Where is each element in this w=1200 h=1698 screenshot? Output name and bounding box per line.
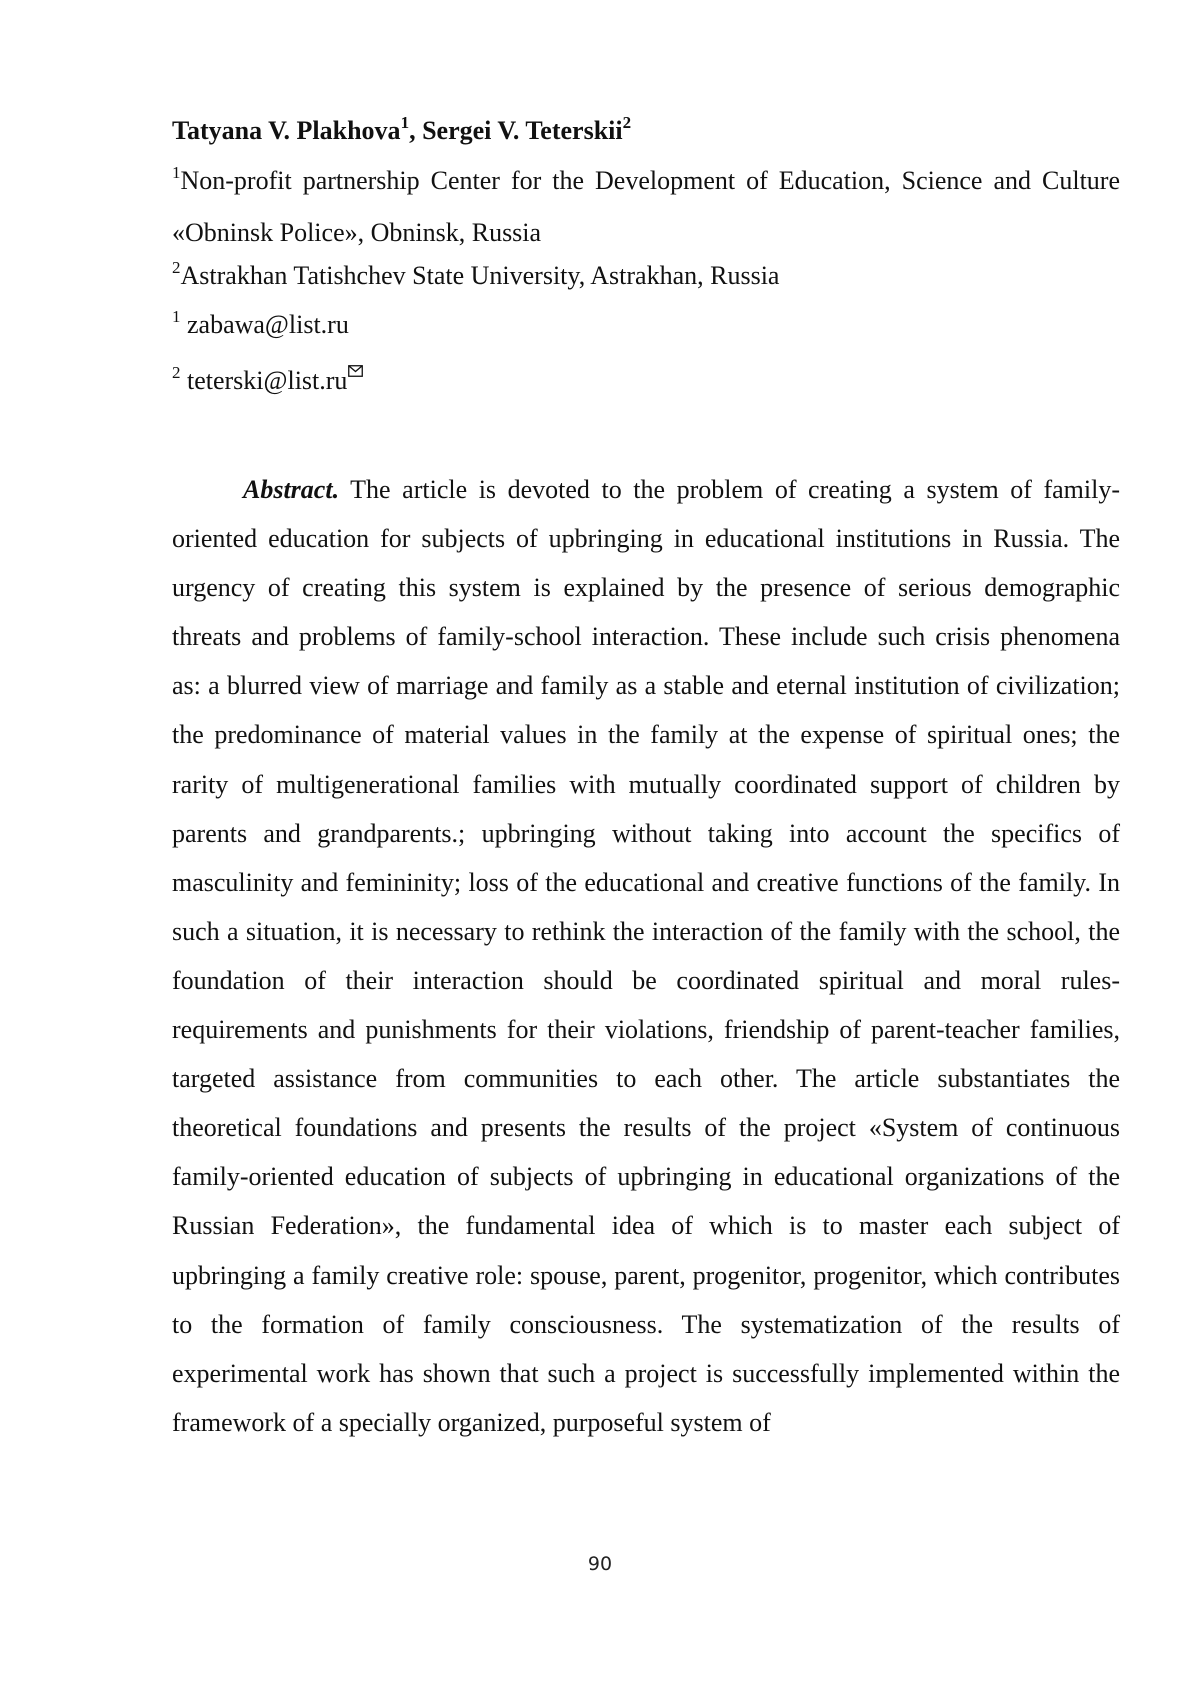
author-2-superscript: 2 (622, 113, 632, 132)
author-separator: , (409, 116, 423, 145)
envelope-icon (348, 365, 363, 377)
email-1-address[interactable]: zabawa@list.ru (180, 310, 349, 339)
affiliation-2 (172, 254, 1120, 301)
email-2 (172, 359, 1120, 406)
affiliation-2-text: Astrakhan Tatishchev State University, Astrakhan, Russia (180, 261, 780, 290)
affiliation-1-text: Non-profit partnership Center for the Development of Education, Science and Culture «Obninsk Police», Obninsk, Russia (172, 166, 1120, 247)
email-1 (172, 303, 1120, 350)
page-number: 90 (587, 1553, 613, 1575)
author-2-name: Sergei V. Teterskii (422, 116, 623, 145)
affiliation-1 (172, 156, 1120, 257)
email-2-address[interactable]: teterski@list.ru (180, 366, 348, 395)
author-1-name: Tatyana V. Plakhova (172, 116, 401, 145)
email-2-superscript: 2 (172, 363, 181, 382)
affiliation-1-superscript: 1 (172, 163, 181, 182)
affiliation-2-superscript: 2 (172, 258, 181, 277)
author-line (172, 111, 1120, 154)
abstract-paragraph (172, 465, 1120, 1447)
email-1-superscript: 1 (172, 307, 181, 326)
abstract-body: The article is devoted to the problem of creating a system of family-oriented education for subjects of upbringing in educational institutions in Russia. The urgency of creating this system is explained by the presence of serious demographic threats and problems of family-school interaction. These include such crisis phenomena as: a blurred view of marriage and family as a stable and eternal institution of civilization; the predominance of material values in the family at the expense of spiritual ones; the rarity of multigenerational families with mutually coordinated support of children by parents and grandparents.; upbringing without taking into account the specifics of masculinity and femininity; loss of the educational and creative functions of the family. In such a situation, it is necessary to rethink the interaction of the family with the school, the foundation of their interaction should be coordinated spiritual and moral rules-requirements and punishments for their violations, friendship of parent-teacher families, targeted assistance from communities to each other. The article substantiates the theoretical foundations and presents the results of the project «System of continuous family-oriented education of subjects of upbringing in educational organizations of the Russian Federation», the fundamental idea of which is to master each subject of upbringing a family creative role: spouse, parent, progenitor, progenitor, which contributes to the formation of family consciousness. The systematization of the results of experimental work has shown that such a project is successfully implemented within the framework of a specially organized, purposeful system of (172, 475, 1120, 1437)
author-1-superscript: 1 (400, 113, 410, 132)
abstract-label: Abstract. (243, 475, 340, 504)
